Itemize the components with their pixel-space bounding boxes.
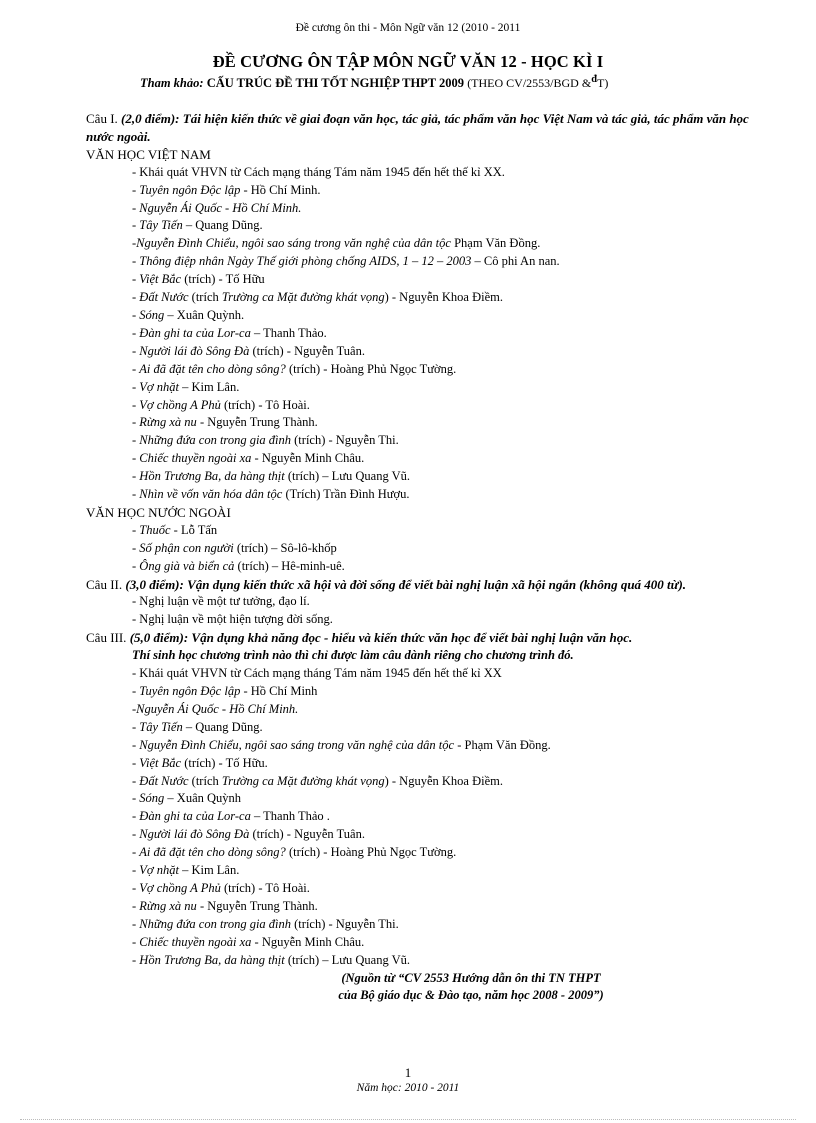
subtitle-end: T) (596, 76, 609, 91)
item-text: - (132, 701, 137, 716)
item-text: - Khái quát VHVN từ Cách mạng tháng Tám năm 1945 đến hết thế kỉ XX. (132, 164, 505, 179)
work-title: Nguyễn Ái Quốc - Hồ Chí Minh. (136, 701, 299, 716)
list-item (86, 200, 776, 218)
list-item (86, 934, 776, 952)
item-text: - (132, 916, 140, 931)
item-text: - (132, 540, 140, 555)
item-text: - Nguyễn Minh Châu. (251, 451, 365, 466)
question-description: (5,0 điểm): Vận dụng khả năng đọc - hiểu và kiến thức văn học để viết bài nghị luận văn học. (126, 630, 633, 646)
item-text: - (132, 307, 140, 322)
work-title: Đất Nước (139, 773, 189, 788)
work-title: Rừng xà nu (139, 415, 197, 430)
list-item (86, 432, 776, 450)
item-text: – Thanh Thảo. (250, 325, 327, 340)
work-title: Đàn ghi ta của Lor-ca (139, 325, 251, 340)
item-text: ) - Nguyễn Khoa Điềm. (384, 290, 503, 305)
list-item (86, 880, 776, 898)
list-item (86, 217, 776, 235)
item-text: (trích) - Nguyễn Tuân. (249, 827, 365, 842)
item-text: - (132, 200, 140, 215)
item-text: - Nguyễn Trung Thành. (196, 898, 318, 913)
item-text: - (132, 469, 140, 484)
page-header: Đề cương ôn thi - Môn Ngữ văn 12 (2010 - 2011 (295, 22, 521, 34)
work-title: Chiếc thuyền ngoài xa (139, 451, 252, 466)
list-item (86, 683, 776, 701)
list-item (86, 361, 776, 379)
work-title: Nguyễn Đình Chiểu, ngôi sao sáng trong văn nghệ của dân tộc (139, 737, 455, 752)
item-text: - (132, 522, 140, 537)
document-subtitle (140, 74, 780, 91)
item-text: – Xuân Quỳnh (164, 791, 242, 806)
list-item (86, 235, 776, 253)
work-title: Những đứa con trong gia đình (139, 433, 292, 448)
item-text: - (132, 325, 140, 340)
item-text: - Hồ Chí Minh (240, 684, 318, 698)
item-text: - (132, 433, 140, 448)
subtitle-tail: (THEO CV/2553/BGD & (467, 76, 592, 91)
question-heading (86, 629, 776, 647)
work-title: Chiếc thuyền ngoài xa (139, 934, 252, 949)
item-text: (trích) – Lưu Quang Vũ. (284, 952, 411, 967)
item-text: - (132, 236, 137, 251)
document-body (86, 110, 776, 1005)
item-text: (trích (188, 290, 222, 305)
item-text: - (132, 827, 140, 842)
work-title: Số phận con người (139, 540, 234, 555)
list-item (86, 397, 776, 415)
item-text: (trích) - Nguyễn Thi. (291, 433, 399, 448)
subtitle-sup: đ (591, 74, 597, 85)
item-text: - (132, 719, 140, 734)
subtitle-ref-label: Tham khảo: (140, 76, 204, 91)
work-title: Nhìn về vốn văn hóa dân tộc (139, 487, 283, 502)
item-text: - Nguyễn Minh Châu. (251, 934, 365, 949)
section-heading: VĂN HỌC VIỆT NAM (86, 146, 211, 162)
work-title: Người lái đò Sông Đà (139, 343, 250, 358)
work-title: Thông điệp nhân Ngày Thế giới phòng chống AIDS, 1 – 12 – 2003 (139, 254, 472, 269)
work-title: Ai đã đặt tên cho dòng sông? (139, 845, 286, 860)
item-text: - (132, 863, 140, 878)
question-description: (3,0 điểm): Vận dụng kiến thức xã hội và đời sống để viết bài nghị luận xã hội ngắn (không quá 400 từ). (122, 576, 687, 592)
item-text: - (132, 791, 140, 806)
list-item (86, 952, 776, 970)
item-text: (trích) - Hoàng Phủ Ngọc Tường. (285, 845, 457, 860)
work-title: Đất Nước (139, 290, 189, 305)
item-text: – Quang Dũng. (182, 218, 263, 233)
list-item (86, 486, 776, 504)
question-description: (2,0 điểm): Tái hiện kiến thức về giai đoạn văn học, tác giả, tác phẩm văn học Việt Nam và tác giả, tác phẩm văn học nước ngoài. (86, 111, 749, 144)
list-item (86, 790, 776, 808)
list-item (86, 307, 776, 325)
item-text: - (132, 290, 140, 305)
work-title: Vợ chồng A Phủ (139, 880, 221, 895)
item-text: (trích) - Hoàng Phủ Ngọc Tường. (285, 361, 457, 376)
item-text: - Hồ Chí Minh. (240, 182, 321, 197)
list-item (86, 862, 776, 880)
list-item (86, 898, 776, 916)
item-text: (trích) – Lưu Quang Vũ. (284, 469, 411, 484)
item-text: (trích) - Tô Hoài. (220, 397, 310, 412)
work-title: Vợ chồng A Phủ (139, 397, 221, 412)
work-title: Tuyên ngôn Độc lập (139, 182, 241, 197)
list-item (86, 773, 776, 791)
list-item (86, 755, 776, 773)
item-text: (trích) - Tô Hoài. (220, 880, 310, 895)
list-item (86, 737, 776, 755)
work-title: Nguyễn Đình Chiểu, ngôi sao sáng trong văn nghệ của dân tộc (136, 236, 451, 251)
list-item (86, 325, 776, 343)
question-label: Câu III. (86, 630, 127, 646)
work-title: Nguyễn Ái Quốc - Hồ Chí Minh. (139, 200, 302, 215)
list-item (86, 665, 776, 683)
work-title: Hồn Trương Ba, da hàng thịt (139, 952, 285, 967)
question-heading (86, 110, 776, 146)
work-title: Những đứa con trong gia đình (139, 916, 292, 931)
item-text: (Trích) Trần Đình Hượu. (282, 487, 410, 502)
list-item (86, 253, 776, 271)
item-text: - (132, 272, 140, 287)
list-item (86, 522, 776, 540)
list-item (86, 719, 776, 737)
item-text: - (132, 684, 140, 698)
item-text: (trích) - Nguyễn Thi. (291, 916, 399, 931)
item-text: – Kim Lân. (178, 863, 240, 878)
item-text: (trích) – Sô-lô-khốp (233, 540, 337, 555)
item-text: (trích) – Hê-minh-uê. (234, 558, 345, 573)
work-title: Vợ nhặt (139, 863, 179, 878)
work-title: Tây Tiến (139, 218, 183, 233)
list-item (86, 450, 776, 468)
work-title: Vợ nhặt (139, 379, 179, 394)
page-number: 1 (404, 1065, 412, 1080)
item-text: - (132, 361, 140, 376)
item-text: - Nghị luận về một hiện tượng đời sống. (132, 612, 333, 627)
item-text: - (132, 415, 140, 430)
work-title: Người lái đò Sông Đà (139, 827, 250, 842)
work-title: Sóng (139, 307, 165, 322)
list-item (86, 701, 776, 719)
work-title: Việt Bắc (139, 755, 182, 770)
list-item (86, 289, 776, 307)
work-title: Tây Tiến (139, 719, 183, 734)
item-text: - (132, 397, 140, 412)
item-text: - (132, 809, 140, 824)
work-title: Đàn ghi ta của Lor-ca (139, 809, 251, 824)
list-item (86, 182, 776, 200)
item-text: – Cô phi An nan. (471, 254, 560, 269)
list-item (86, 611, 776, 629)
work-title: Thuốc (139, 522, 171, 537)
item-text: - (132, 182, 140, 197)
list-item (86, 343, 776, 361)
question-heading (86, 576, 776, 594)
list-item (86, 468, 776, 486)
work-title: Sóng (139, 791, 165, 806)
item-text: (trích (188, 773, 222, 788)
question-label: Câu I. (86, 111, 118, 126)
list-item (86, 379, 776, 397)
list-item (86, 540, 776, 558)
source-note: của Bộ giáo dục & Đào tạo, năm học 2008 - 2009”) (338, 988, 604, 1003)
item-text: - (132, 254, 140, 269)
item-text: ) - Nguyễn Khoa Điềm. (384, 773, 503, 788)
document-title: ĐỀ CƯƠNG ÔN TẬP MÔN NGỮ VĂN 12 - HỌC KÌ I (212, 52, 604, 71)
section-heading: VĂN HỌC NƯỚC NGOÀI (86, 504, 231, 520)
item-text: - (132, 952, 140, 967)
list-item (86, 808, 776, 826)
item-text: - (132, 845, 140, 860)
work-title: Hồn Trương Ba, da hàng thịt (139, 469, 285, 484)
work-title: Trường ca Mặt đường khát vọng (221, 773, 385, 788)
item-text: – Xuân Quỳnh. (164, 307, 245, 322)
instruction-note: Thí sinh học chương trình nào thì chỉ được làm câu dành riêng cho chương trình đó. (132, 648, 574, 663)
item-text: - (132, 773, 140, 788)
item-text: - Phạm Văn Đồng. (454, 737, 551, 752)
page-bottom-rule (20, 1119, 796, 1120)
item-text: - (132, 737, 140, 752)
item-text: Phạm Văn Đồng. (450, 236, 541, 251)
item-text: – Thanh Thảo . (250, 809, 330, 824)
item-text: - (132, 379, 140, 394)
item-text: - (132, 558, 140, 573)
item-text: - (132, 755, 140, 770)
work-title: Trường ca Mặt đường khát vọng (221, 290, 385, 305)
item-text: – Kim Lân. (178, 379, 240, 394)
work-title: Tuyên ngôn Độc lập (139, 684, 241, 698)
item-text: – Quang Dũng. (182, 719, 263, 734)
source-note: (Nguồn từ “CV 2553 Hướng dẫn ôn thi TN THPT (341, 970, 601, 985)
list-item (86, 916, 776, 934)
work-title: Việt Bắc (139, 272, 182, 287)
list-item (86, 593, 776, 611)
item-text: - (132, 218, 140, 233)
list-item (86, 271, 776, 289)
item-text: (trích) - Tố Hữu (181, 272, 265, 287)
list-item (86, 558, 776, 576)
item-text: - Lỗ Tấn (170, 522, 218, 537)
item-text: - Nguyễn Trung Thành. (196, 415, 318, 430)
page-footer: Năm học: 2010 - 2011 (356, 1082, 460, 1094)
item-text: - (132, 898, 140, 913)
item-text: - Nghị luận về một tư tưởng, đạo lí. (132, 594, 310, 609)
item-text: - Khái quát VHVN từ Cách mạng tháng Tám năm 1945 đến hết thế kỉ XX (132, 666, 502, 681)
item-text: (trích) - Tố Hữu. (181, 755, 268, 770)
subtitle-text: CẤU TRÚC ĐỀ THI TỐT NGHIỆP THPT 2009 (203, 76, 468, 91)
list-item (86, 826, 776, 844)
list-item (86, 414, 776, 432)
item-text: - (132, 343, 140, 358)
item-text: - (132, 934, 140, 949)
item-text: - (132, 451, 140, 466)
work-title: Ông già và biển cả (139, 558, 235, 573)
work-title: Rừng xà nu (139, 898, 197, 913)
list-item (86, 844, 776, 862)
list-item (86, 164, 776, 182)
work-title: Ai đã đặt tên cho dòng sông? (139, 361, 286, 376)
question-label: Câu II. (86, 576, 123, 592)
item-text: (trích) - Nguyễn Tuân. (249, 343, 365, 358)
item-text: - (132, 487, 140, 502)
item-text: - (132, 880, 140, 895)
